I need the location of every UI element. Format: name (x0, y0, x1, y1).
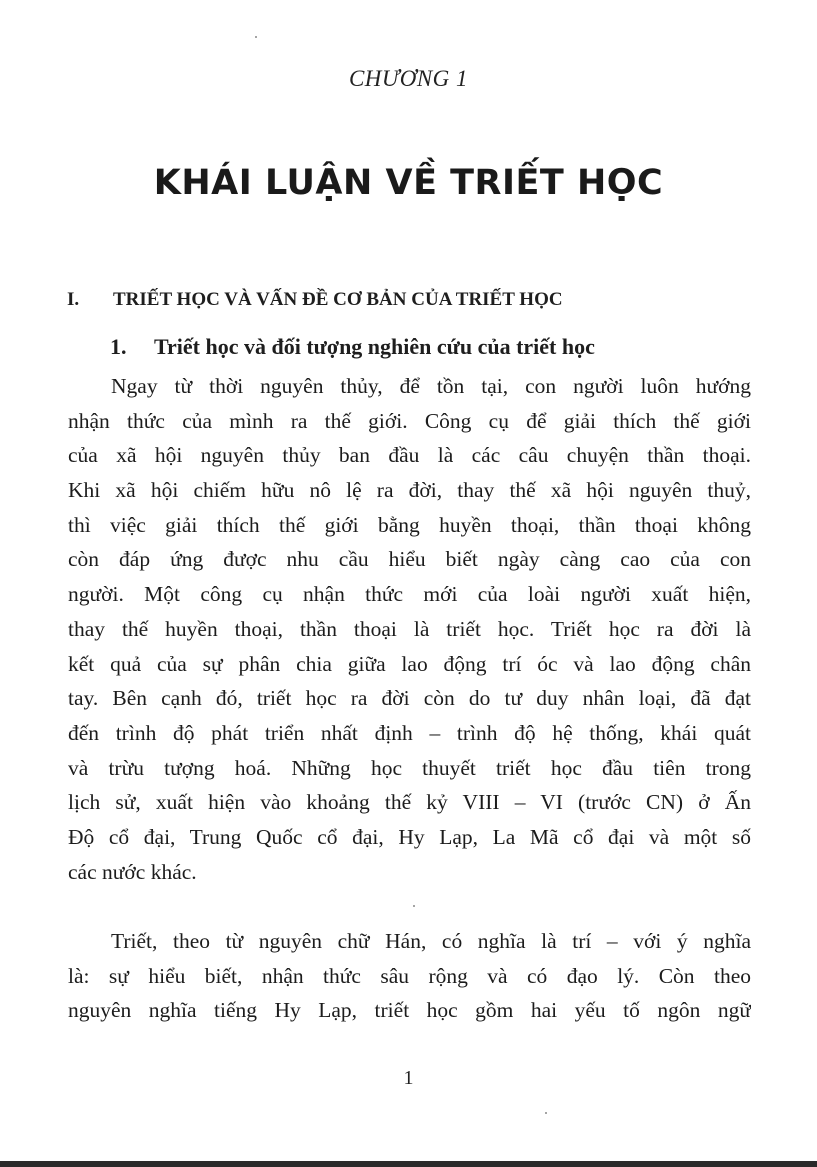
text-line: tay. Bên cạnh đó, triết học ra đời còn do tư duy nhân loại, đã đạt (68, 686, 751, 711)
scan-edge (0, 1161, 817, 1167)
paragraph (68, 924, 751, 1028)
text-line: và trừu tượng hoá. Những học thuyết triết học đầu tiên trong (68, 755, 751, 780)
text-line: là: sự hiểu biết, nhận thức sâu rộng và có đạo lý. Còn theo (68, 963, 751, 988)
text-line: của xã hội nguyên thủy ban đầu là các câu chuyện thần thoại. (68, 443, 751, 468)
section-number: I. (67, 289, 80, 310)
scan-speck (545, 1112, 547, 1114)
text-line: đến trình độ phát triển nhất định – trình độ hệ thống, khái quát (68, 720, 751, 745)
chapter-title: KHÁI LUẬN VỀ TRIẾT HỌC (153, 163, 664, 203)
text-line: nguyên nghĩa tiếng Hy Lạp, triết học gồm hai yếu tố ngôn ngữ (68, 998, 751, 1023)
chapter-label: CHƯƠNG 1 (348, 66, 469, 91)
text-line: lịch sử, xuất hiện vào khoảng thế kỷ VIII – VI (trước CN) ở Ấn (68, 790, 751, 815)
subsection-title: Triết học và đối tượng nghiên cứu của triết học (154, 334, 595, 359)
text-line: người. Một công cụ nhận thức mới của loài người xuất hiện, (68, 582, 751, 607)
subsection-number: 1. (110, 334, 127, 359)
section-title: TRIẾT HỌC VÀ VẤN ĐỀ CƠ BẢN CỦA TRIẾT HỌC (113, 289, 563, 310)
text-line: Triết, theo từ nguyên chữ Hán, có nghĩa là trí – với ý nghĩa (111, 929, 751, 953)
paragraph (68, 369, 751, 889)
text-line: Ngay từ thời nguyên thủy, để tồn tại, con người luôn hướng (111, 374, 751, 398)
section-heading (67, 289, 757, 311)
text-line: các nước khác. (68, 859, 197, 884)
text-line: kết quả của sự phân chia giữa lao động trí óc và lao động chân (68, 651, 751, 676)
scan-speck (255, 36, 257, 38)
page-number: 1 (403, 1067, 414, 1089)
text-line: Độ cổ đại, Trung Quốc cổ đại, Hy Lạp, La Mã cổ đại và một số (68, 824, 751, 849)
text-line: thay thế huyền thoại, thần thoại là triết học. Triết học ra đời là (68, 616, 751, 641)
subsection-heading (110, 334, 760, 360)
text-line: còn đáp ứng được nhu cầu hiểu biết ngày càng cao của con (68, 547, 751, 572)
text-line: Khi xã hội chiếm hữu nô lệ ra đời, thay thế xã hội nguyên thuỷ, (68, 478, 751, 503)
text-line: thì việc giải thích thế giới bằng huyền thoại, thần thoại không (68, 512, 751, 537)
text-line: nhận thức của mình ra thế giới. Công cụ để giải thích thế giới (68, 408, 751, 433)
scan-speck (413, 905, 415, 907)
